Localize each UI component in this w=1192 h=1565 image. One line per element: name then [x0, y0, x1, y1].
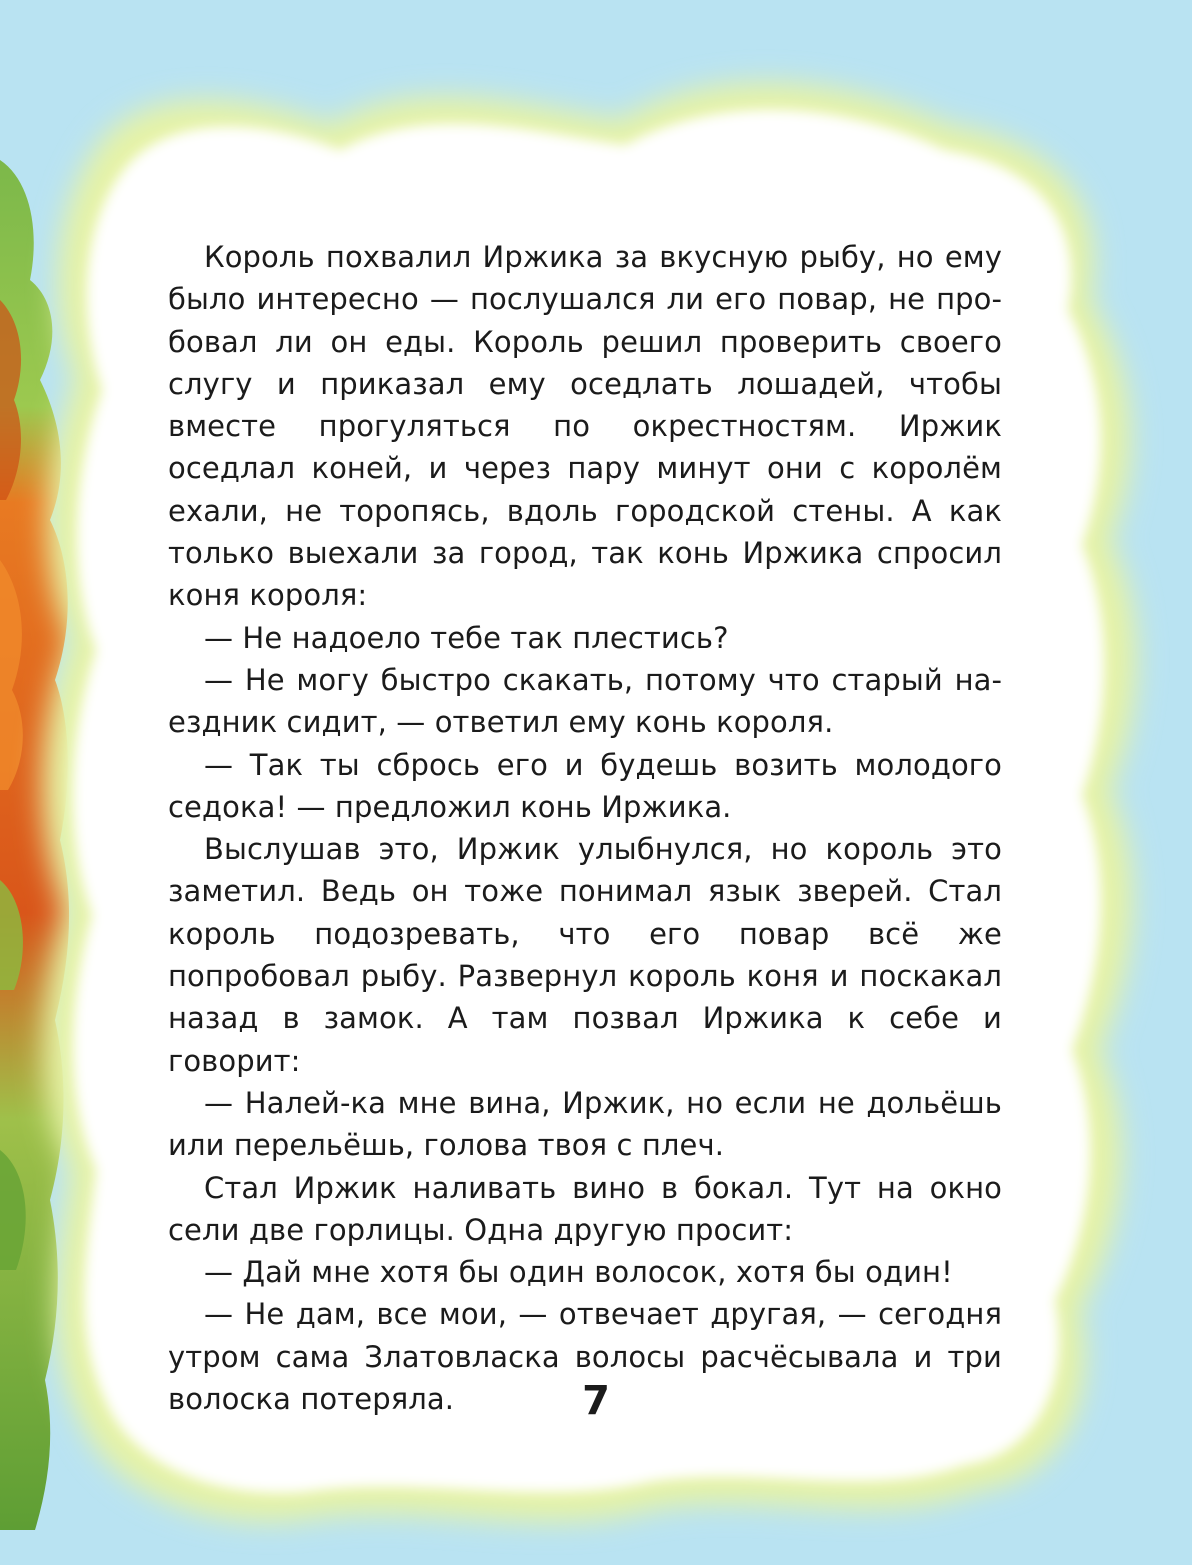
paragraph: Король похвалил Иржика за вкусную рыбу, но ему было интересно — послушался ли его повар, не пробовал ли он еды. Король решил проверить своего слугу и приказал ему оседлать лошадей, чтобы вместе прогуляться по окрестностям. Иржик оседлал коней, и через пару минут они с королём ехали, не торопясь, вдоль городской стены. А как только выехали за город, так конь Иржика спросил коня короля: — [168, 240, 1002, 613]
paragraph: — Не могу быстро скакать, потому что старый наездник сидит, — ответил ему конь короля. — [168, 662, 1002, 740]
paragraph: Стал Иржик наливать вино в бокал. Тут на окно сели две горлицы. Одна другую просит: — [168, 1170, 1002, 1247]
story-text — [168, 236, 1002, 1420]
paragraph: Выслушав это, Иржик улыбнулся, но король это заметил. Ведь он тоже понимал язык зверей. Стал король подозревать, что его повар всё же попробовал рыбу. Развернул король коня и поскакал назад в замок. А там позвал Иржика к себе и говорит: — [168, 832, 1002, 1078]
paragraph: — Не надоело тебе так плестись? — [204, 620, 729, 655]
page-number: 7 — [582, 1378, 610, 1424]
paragraph: — Налей-ка мне вина, Иржик, но если не дольёшь или перельёшь, голова твоя с плеч. — [168, 1085, 1002, 1163]
paragraph: — Не дам, все мои, — отвечает другая, — сегодня утром сама Златовласка волосы расчёсывала и три волоска потеряла. — [168, 1297, 1002, 1417]
paragraph: — Так ты сбрось его и будешь возить молодого седока! — предложил конь Иржика. — [168, 747, 1002, 824]
paragraph: — Дай мне хотя бы один волосок, хотя бы один! — [204, 1255, 953, 1290]
